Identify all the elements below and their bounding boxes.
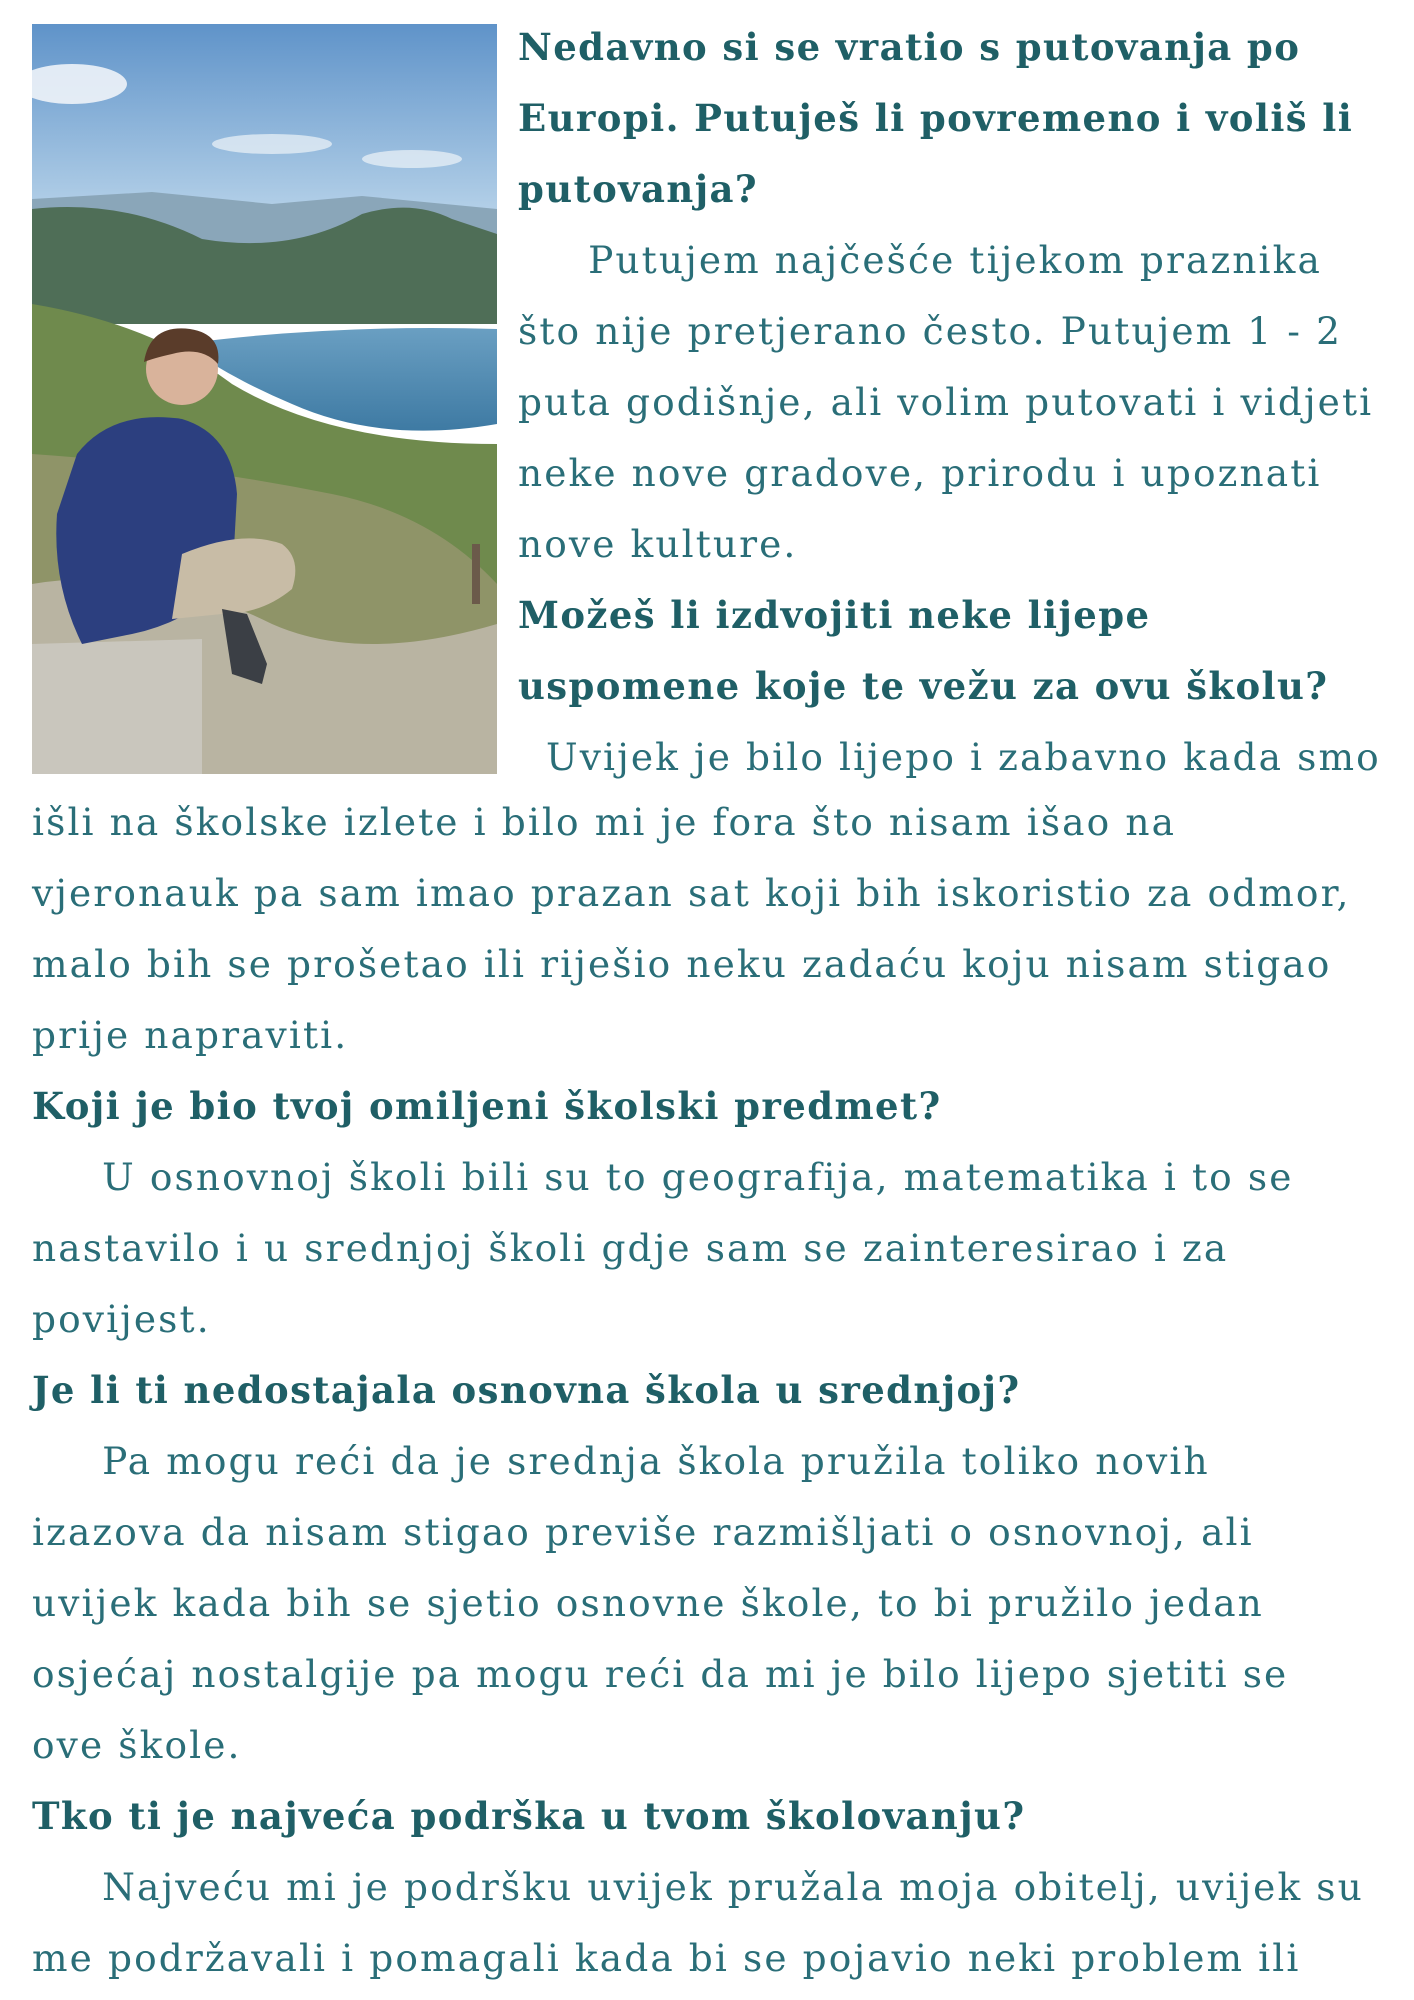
answer-travel: puta godišnje, ali volim putovati i vidjeti [518, 380, 1374, 424]
question-memories: Možeš li izdvojiti neke lijepe [518, 593, 1151, 637]
answer-travel: neke nove gradove, prirodu i upoznati [518, 451, 1322, 495]
answer-memories: Uvijek je bilo lijepo i zabavno kada smo [518, 735, 1381, 779]
answer-travel: što nije pretjerano često. Putujem 1 - 2 [518, 309, 1343, 353]
answer-favorite-subject: U osnovnoj školi bili su to geografija, matematika i to se [32, 1155, 1294, 1199]
answer-travel: nove kulture. [518, 522, 798, 566]
answer-memories: išli na školske izlete i bilo mi je fora što nisam išao na [32, 800, 1177, 844]
answer-memories: malo bih se prošetao ili riješio neku zadaću koju nisam stigao [32, 942, 1332, 986]
answer-favorite-subject: nastavilo i u srednjoj školi gdje sam se zainteresirao i za [32, 1226, 1229, 1270]
portrait-photo [32, 24, 497, 774]
question-missed-school: Je li ti nedostajala osnovna škola u srednjoj? [32, 1368, 1021, 1412]
question-favorite-subject: Koji je bio tvoj omiljeni školski predmet? [32, 1084, 942, 1128]
question-travel: Europi. Putuješ li povremeno i voliš li [518, 96, 1354, 140]
answer-support: Najveću mi je podršku uvijek pružala moja obitelj, uvijek su [32, 1865, 1364, 1909]
answer-missed-school: izazova da nisam stigao previše razmišljati o osnovnoj, ali [32, 1510, 1254, 1554]
answer-favorite-subject: povijest. [32, 1297, 211, 1341]
answer-memories: prije napraviti. [32, 1013, 349, 1057]
full-width-text [32, 787, 1392, 1994]
right-column-text [518, 12, 1398, 793]
answer-missed-school: osjećaj nostalgije pa mogu reći da mi je bilo lijepo sjetiti se [32, 1652, 1289, 1696]
answer-support: me podržavali i pomagali kada bi se pojavio neki problem ili [32, 1936, 1301, 1980]
answer-memories: vjeronauk pa sam imao prazan sat koji bih iskoristio za odmor, [32, 871, 1351, 915]
question-memories: uspomene koje te vežu za ovu školu? [518, 664, 1329, 708]
question-travel: putovanja? [518, 167, 758, 211]
answer-missed-school: Pa mogu reći da je srednja škola pružila toliko novih [32, 1439, 1210, 1483]
answer-missed-school: uvijek kada bih se sjetio osnovne škole, to bi pružilo jedan [32, 1581, 1264, 1625]
question-travel: Nedavno si se vratio s putovanja po [518, 25, 1301, 69]
answer-travel: Putujem najčešće tijekom praznika [518, 238, 1322, 282]
answer-missed-school: ove škole. [32, 1723, 242, 1767]
question-support: Tko ti je najveća podrška u tvom školovanju? [32, 1794, 1026, 1838]
